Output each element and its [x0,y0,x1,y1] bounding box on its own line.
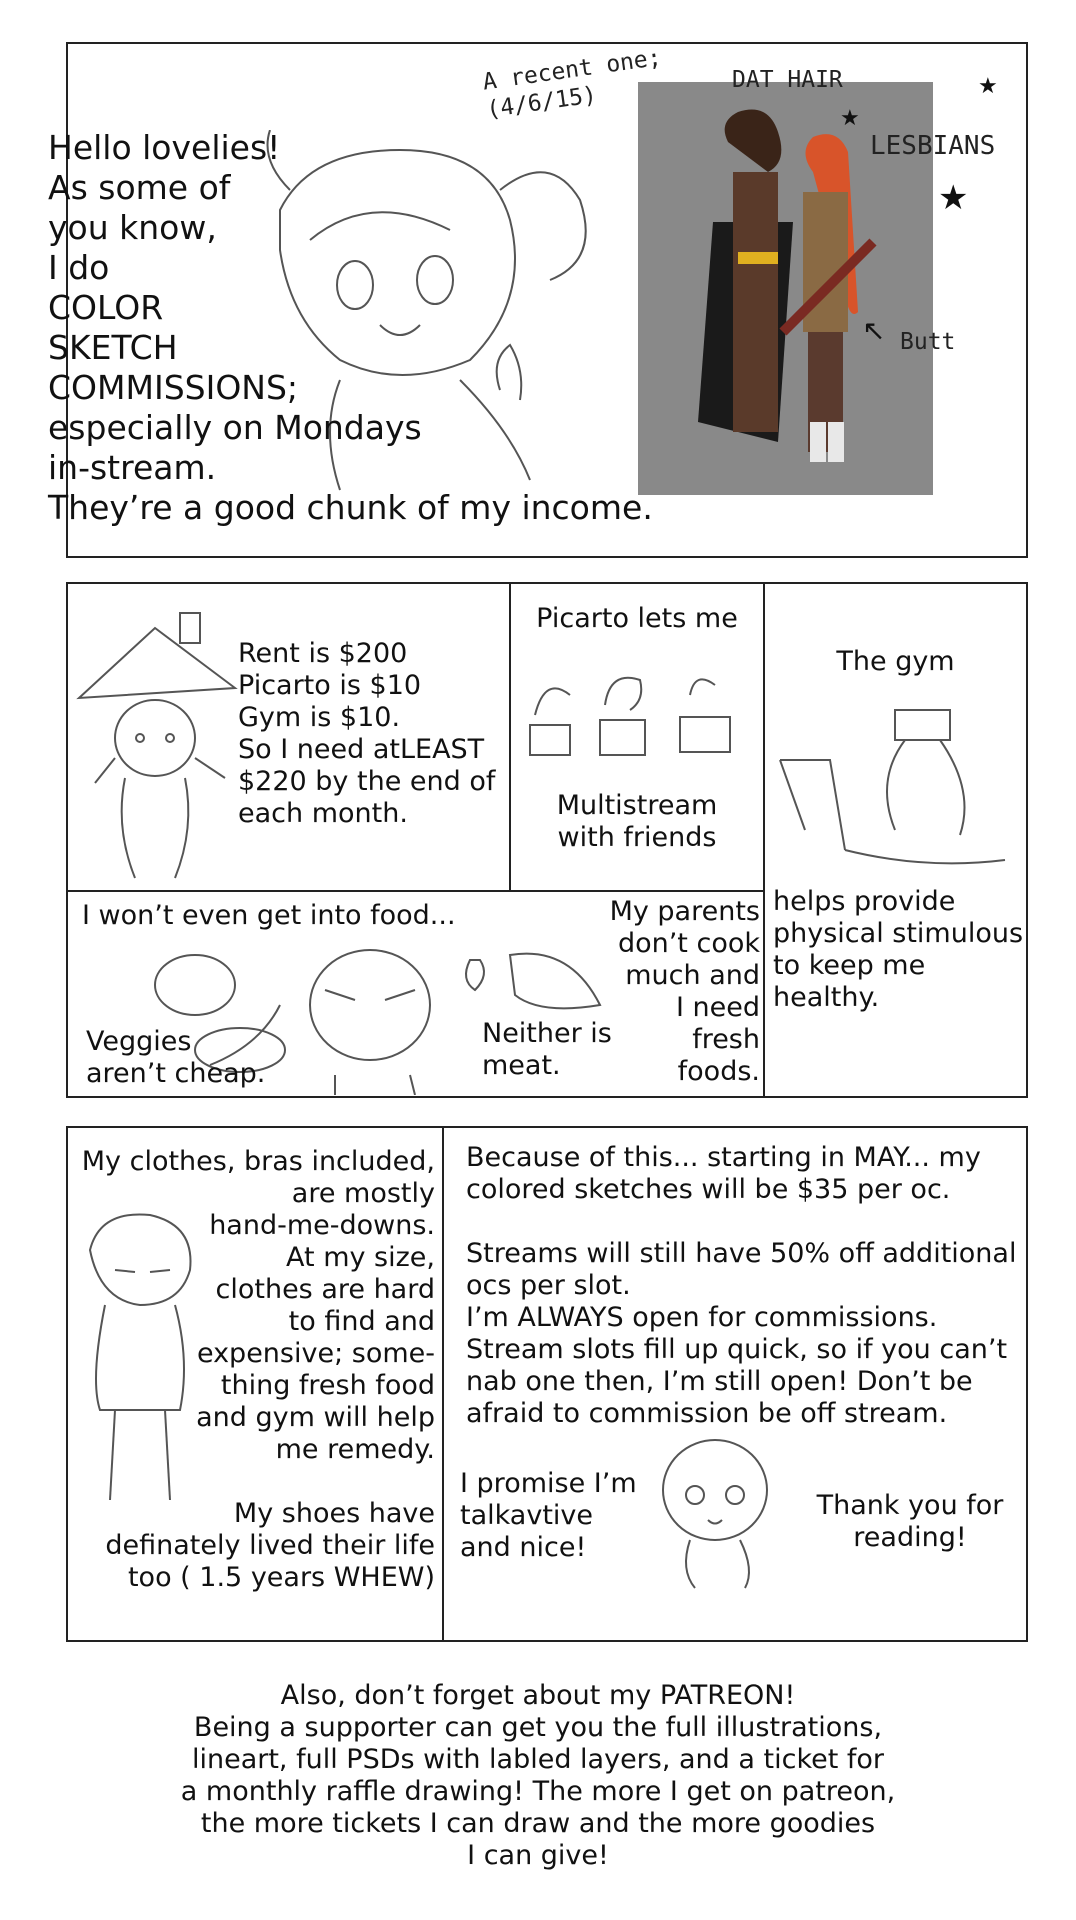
parents-text: My parents don’t cook much and I need fresh foods. [609,896,760,1087]
note-hair: DAT HAIR [732,67,843,93]
chibi-house-sketch [75,608,245,886]
clothes-text: My clothes, bras included, are mostly hand-me-downs. At my size, clothes are hard to find and expensive; some- thing fresh food and gym will help me remedy. My shoes have definately lived their life too ( 1.5 years WHEW) [81,1146,435,1593]
gym-sketch [775,700,1015,880]
picarto-bottom: Multistream with friends [556,790,718,853]
promise-text: I promise I’m talkavtive and nice! [460,1468,637,1563]
patreon-footer: Also, don’t forget about my PATREON! Being a supporter can get you the full illustrations, lineart, full PSDs with labled layers, and a ticket for a monthly raffle drawing! The more I get on patreon, the more tickets I can draw and the more goodies I can give! [180,1680,896,1871]
star-icon: ★ [840,106,860,131]
chibi-smiling-sketch [650,1430,780,1590]
note-recent: A recent one; (4/6/15) [481,44,664,124]
note-lesbians: LESBIANS [870,131,996,161]
food-top: I won’t even get into food... [82,900,456,931]
note-butt: Butt [900,329,956,355]
gym-top: The gym [836,646,955,677]
veggies-text: Veggies aren’t cheap. [86,1026,266,1089]
star-icon: ★ [978,74,998,99]
rent-text: Rent is $200 Picarto is $10 Gym is $10. So I need atLEAST $220 by the end of each month. [238,638,496,829]
star-icon: ★ [938,178,969,218]
meat-text: Neither is meat. [482,1018,612,1081]
arrow-icon: ↖ [862,314,886,347]
gym-bottom: helps provide physical stimulous to keep me healthy. [773,886,1024,1013]
picarto-top: Picarto lets me [536,603,738,634]
intro-text: Hello lovelies! As some of you know, I do COLOR SKETCH COMMISSIONS; especially on Mondays in-stream. They’re a good chunk of my income. [48,128,653,527]
multistream-sketch [525,665,750,785]
prices-text: Because of this... starting in MAY... my colored sketches will be $35 per oc. Streams will still have 50% off additional ocs per slot. I’m ALWAYS open for commissions. Stream slots fill up quick, so if you can’t nab one then, I’m still open! Don’t be afraid to commission be off stream. [466,1142,1017,1429]
thanks-text: Thank you for reading! [816,1490,1004,1553]
